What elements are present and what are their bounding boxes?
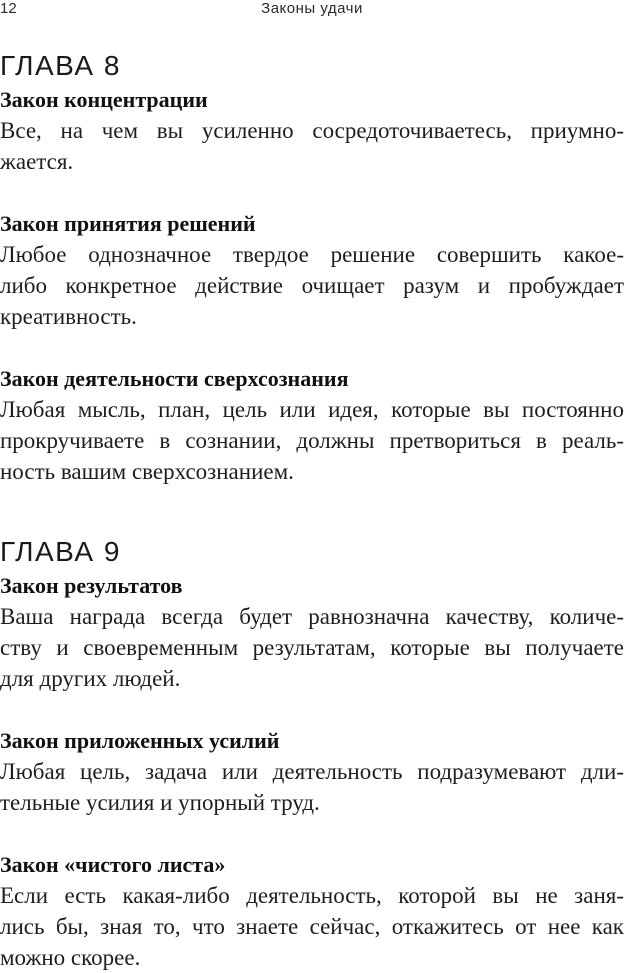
book-title: Законы удачи bbox=[261, 0, 363, 17]
text-line: жается. bbox=[0, 149, 74, 174]
law-text bbox=[0, 756, 624, 818]
law-title: Закон результатов bbox=[0, 573, 183, 598]
law-text bbox=[0, 115, 624, 177]
law-title: Закон деятельности сверхсознания bbox=[0, 366, 349, 391]
law-text bbox=[0, 880, 624, 973]
text-line: прокручиваете в сознании, должны претвориться в реаль- bbox=[0, 428, 624, 453]
law-clean-slate bbox=[0, 849, 624, 973]
law-effort bbox=[0, 725, 624, 818]
running-head bbox=[0, 0, 624, 22]
text-line: можно скорее. bbox=[0, 945, 141, 970]
text-line: для других людей. bbox=[0, 666, 181, 691]
text-line: креативность. bbox=[0, 304, 137, 329]
law-results bbox=[0, 570, 624, 694]
text-line: Любая цель, задача или деятельность подразумевают дли- bbox=[0, 759, 624, 784]
text-line: ность вашим сверхсознанием. bbox=[0, 459, 294, 484]
law-title: Закон «чистого листа» bbox=[0, 852, 226, 877]
text-line: Ваша награда всегда будет равнозначна качеству, количе- bbox=[0, 604, 624, 629]
text-line: либо конкретное действие очищает разум и пробуждает bbox=[0, 273, 624, 298]
law-text bbox=[0, 239, 624, 332]
text-line: ству и своевременным результатам, которые вы получаете bbox=[0, 635, 624, 660]
text-line: тельные усилия и упорный труд. bbox=[0, 790, 320, 815]
text-line: Любая мысль, план, цель или идея, которые вы постоянно bbox=[0, 397, 624, 422]
chapter-title: ГЛАВА 9 bbox=[0, 536, 121, 567]
page-number: 12 bbox=[0, 0, 17, 17]
text-line: Все, на чем вы усиленно сосредоточиваетесь, приумно- bbox=[0, 118, 624, 143]
chapter-8 bbox=[0, 48, 624, 487]
chapter-title: ГЛАВА 8 bbox=[0, 50, 121, 81]
chapter-9 bbox=[0, 534, 624, 973]
law-title: Закон приложенных усилий bbox=[0, 728, 280, 753]
law-concentration bbox=[0, 84, 624, 177]
text-line: лись бы, зная то, что знаете сейчас, откажитесь от нее как bbox=[0, 914, 624, 939]
text-line: Любое однозначное твердое решение совершить какое- bbox=[0, 242, 624, 267]
law-text bbox=[0, 601, 624, 694]
law-title: Закон принятия решений bbox=[0, 211, 256, 236]
law-decision bbox=[0, 208, 624, 332]
text-line: Если есть какая-либо деятельность, которой вы не заня- bbox=[0, 883, 624, 908]
law-text bbox=[0, 394, 624, 487]
law-title: Закон концентрации bbox=[0, 87, 208, 112]
law-superconscious bbox=[0, 363, 624, 487]
